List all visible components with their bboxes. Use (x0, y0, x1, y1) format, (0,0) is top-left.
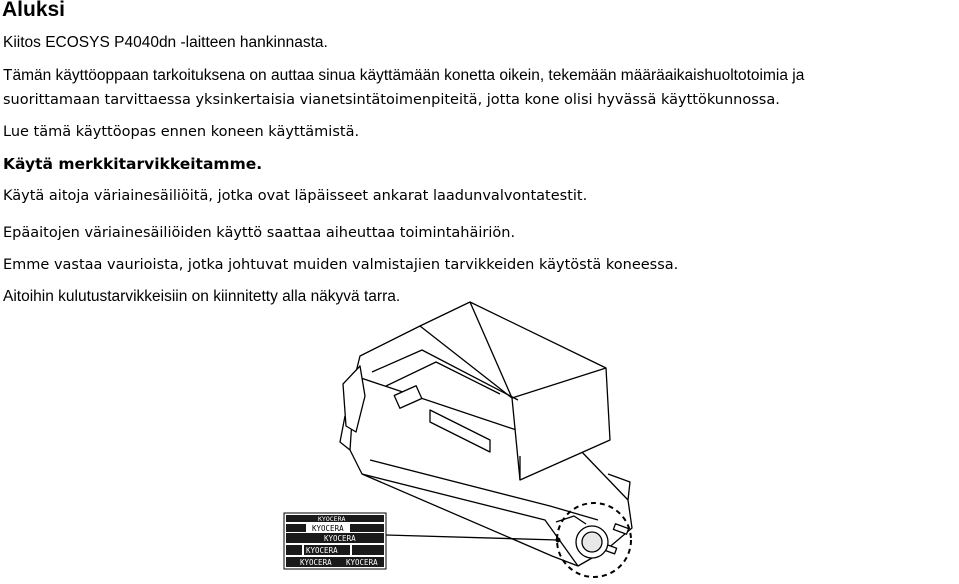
svg-text:KYOCERA: KYOCERA (324, 534, 356, 543)
page-heading: Aluksi (2, 0, 66, 21)
label-note: Aitoihin kulutustarvikkeisiin on kiinnitetty alla näkyvä tarra. (3, 288, 401, 305)
liability-text: Emme vastaa vaurioista, jotka johtuvat muiden valmistajien tarvikkeiden käytöstä koneessa. (3, 257, 679, 273)
purpose-line-1: Tämän käyttöoppaan tarkoituksena on auttaa sinua käyttämään konetta oikein, tekemään määräaikaishuoltotoimia ja (3, 67, 805, 84)
leader-dot (556, 538, 561, 543)
svg-text:KYOCERA: KYOCERA (318, 515, 346, 523)
svg-text:KYOCERA: KYOCERA (312, 524, 344, 533)
genuine-cartridges-text: Käytä aitoja väriainesäiliöitä, jotka ovat läpäisseet ankarat laadunvalvontatestit. (3, 188, 588, 204)
svg-text:KYOCERA: KYOCERA (306, 546, 338, 555)
purpose-line-2: suorittamaan tarvittaessa yksinkertaisia vianetsintätoimenpiteitä, jotta kone olisi hyvässä käyttökunnossa. (3, 92, 780, 108)
thanks-text: Kiitos ECOSYS P4040dn -laitteen hankinnasta. (3, 34, 328, 51)
svg-text:KYOCERA: KYOCERA (300, 558, 332, 567)
svg-text:KYOCERA: KYOCERA (346, 558, 378, 567)
non-genuine-warning: Epäaitojen väriainesäiliöiden käyttö saattaa aiheuttaa toimintahäiriön. (3, 225, 516, 241)
read-first-text: Lue tämä käyttöopas ennen koneen käyttämistä. (3, 124, 360, 140)
subheading: Käytä merkkitarvikkeitamme. (3, 155, 263, 173)
